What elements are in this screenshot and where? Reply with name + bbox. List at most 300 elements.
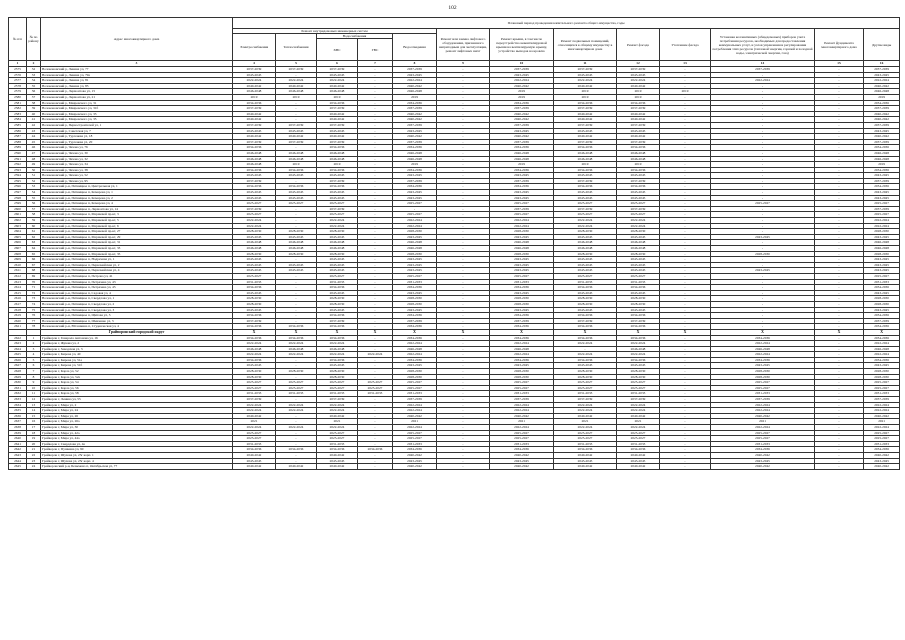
period-cell: 2040-2042 [233, 413, 276, 419]
row-number: 2642 [9, 447, 27, 453]
period-cell: 2046-2048 [617, 150, 660, 156]
period-cell: - [815, 352, 864, 358]
period-cell: - [660, 240, 711, 246]
period-cell: 2043-2045 [317, 363, 358, 369]
period-cell: - [358, 173, 393, 179]
period-cell: 2043-2045 [393, 128, 437, 134]
period-cell: - [815, 78, 864, 84]
period-cell: 2043-2045 [864, 268, 900, 274]
period-cell: 2043-2045 [233, 173, 276, 179]
period-cell: 2031-2033 [554, 441, 617, 447]
period-cell: - [358, 346, 393, 352]
period-cell: 2043-2045 [617, 190, 660, 196]
period-cell: 2025-2027 [233, 436, 276, 442]
period-cell: 2043-2045 [864, 173, 900, 179]
period-cell: 2025-2027 [617, 380, 660, 386]
header-district-no: № по району [27, 18, 41, 61]
period-cell: X [864, 329, 900, 335]
period-cell: - [660, 156, 711, 162]
row-number: 2600 [9, 206, 27, 212]
district-row-number: 53 [27, 184, 41, 190]
period-cell: 2040-2042 [393, 134, 437, 140]
period-cell: - [711, 190, 815, 196]
period-cell: - [358, 251, 393, 257]
period-cell: 2043-2045 [617, 195, 660, 201]
period-cell: 2034-2036 [490, 184, 554, 190]
period-cell: 2040-2042 [617, 83, 660, 89]
period-cell: - [437, 273, 490, 279]
period-cell: 2022-2024 [393, 408, 437, 414]
period-cell: - [660, 184, 711, 190]
period-cell: - [437, 419, 490, 425]
period-cell: 2019 [276, 94, 317, 100]
period-cell: - [358, 273, 393, 279]
period-cell: 2046-2048 [317, 89, 358, 95]
period-cell: 2021 [711, 419, 815, 425]
period-cell: 2022-2024 [358, 352, 393, 358]
period-cell: 2025-2027 [554, 380, 617, 386]
period-cell: 2028-2030 [317, 301, 358, 307]
period-cell: - [437, 357, 490, 363]
period-cell: 2019 [554, 89, 617, 95]
period-cell: 2037-2039 [317, 397, 358, 403]
period-cell: 2028-2030 [617, 301, 660, 307]
period-cell: 2037-2039 [617, 122, 660, 128]
period-cell: - [815, 313, 864, 319]
district-row-number: 61 [27, 229, 41, 235]
address-cell: Волоконовский р-н, Пятницкое п, Первомайская ул, 2 [41, 262, 233, 268]
period-cell: - [815, 430, 864, 436]
period-cell: 2043-2045 [233, 128, 276, 134]
period-cell: - [815, 178, 864, 184]
address-cell: Волоконовский р, Маяровского ул, 31б [41, 106, 233, 112]
row-number: 2590 [9, 150, 27, 156]
period-cell: - [815, 357, 864, 363]
row-number: 2604 [9, 229, 27, 235]
period-cell: 2043-2045 [554, 257, 617, 263]
period-cell: - [393, 206, 437, 212]
period-cell: - [815, 436, 864, 442]
period-cell: - [711, 72, 815, 78]
period-cell: - [358, 206, 393, 212]
district-row-number: 49 [27, 162, 41, 168]
address-cell: Волоконовский р-н, Пятницкое п, Маршевой пр-кт, 5 [41, 218, 233, 224]
period-cell: 2022-2024 [393, 223, 437, 229]
column-number: 14 [711, 61, 815, 67]
period-cell: 2043-2045 [276, 128, 317, 134]
period-cell: - [711, 324, 815, 330]
period-cell: 2043-2045 [864, 257, 900, 263]
district-row-number: 63 [27, 240, 41, 246]
row-number: 2625 [9, 352, 27, 358]
period-cell: - [815, 441, 864, 447]
period-cell: - [358, 167, 393, 173]
address-cell: Волоконовский р-н, Пятницкое п, Петрова ул, 41 [41, 273, 233, 279]
period-cell: - [660, 268, 711, 274]
period-cell: - [815, 397, 864, 403]
period-cell: 2028-2030 [490, 301, 554, 307]
row-number: 2644 [9, 458, 27, 464]
period-cell: - [711, 296, 815, 302]
period-cell: 2022-2024 [233, 408, 276, 414]
period-cell: - [358, 195, 393, 201]
period-cell: - [276, 106, 317, 112]
period-cell: 2034-2036 [393, 335, 437, 341]
period-cell: 2037-2039 [554, 106, 617, 112]
period-cell: 2034-2036 [358, 447, 393, 453]
period-cell: 2043-2045 [233, 72, 276, 78]
district-row-number: 77 [27, 318, 41, 324]
period-cell: - [711, 100, 815, 106]
period-cell: 2031-2033 [393, 391, 437, 397]
period-cell: 2031-2033 [617, 279, 660, 285]
district-row-number: 34 [27, 78, 41, 84]
period-cell: 2040-2042 [617, 134, 660, 140]
period-cell: - [660, 452, 711, 458]
period-cell: 2040-2042 [617, 464, 660, 470]
period-cell: 2043-2045 [554, 458, 617, 464]
district-name: Грайворонский городской округ [41, 329, 233, 335]
header-water-supply: Водоснабжения [317, 34, 393, 39]
period-cell: - [660, 313, 711, 319]
period-cell: 2028-2030 [233, 229, 276, 235]
period-cell: 2025-2027 [317, 212, 358, 218]
period-cell: 2043-2045 [490, 72, 554, 78]
period-cell: - [358, 313, 393, 319]
period-cell: 2022-2024 [711, 341, 815, 347]
period-cell: - [358, 106, 393, 112]
district-row-number: 74 [27, 301, 41, 307]
period-cell: - [358, 436, 393, 442]
period-cell: 2034-2036 [617, 145, 660, 151]
address-cell: Волоконовский р, Ленина ул, 81 [41, 78, 233, 84]
period-cell: 2021 [233, 419, 276, 425]
period-cell: X [276, 329, 317, 335]
period-cell: - [660, 111, 711, 117]
period-cell: 2028-2030 [393, 251, 437, 257]
period-cell: - [660, 436, 711, 442]
period-cell: 2034-2036 [554, 285, 617, 291]
period-cell: 2025-2027 [393, 380, 437, 386]
period-cell: 2022-2024 [317, 352, 358, 358]
period-cell: 2034-2036 [617, 184, 660, 190]
period-cell: - [437, 134, 490, 140]
table-row [9, 464, 900, 470]
period-cell: 2034-2036 [490, 285, 554, 291]
period-cell: 2019 [233, 94, 276, 100]
period-cell: 2046-2048 [617, 156, 660, 162]
period-cell: - [554, 346, 617, 352]
period-cell: 2043-2045 [393, 72, 437, 78]
row-number: 2632 [9, 391, 27, 397]
period-cell: 2031-2033 [393, 441, 437, 447]
period-cell: - [711, 156, 815, 162]
row-number: 2615 [9, 290, 27, 296]
period-cell: - [660, 369, 711, 375]
period-cell: 2028-2030 [490, 369, 554, 375]
period-cell: 2034-2036 [864, 145, 900, 151]
address-cell: Волоконовский р, Маяровского ул, 35 [41, 117, 233, 123]
row-number: 2586 [9, 128, 27, 134]
period-cell: - [437, 257, 490, 263]
period-cell: 2046-2048 [864, 240, 900, 246]
period-cell: 2037-2039 [393, 106, 437, 112]
district-row-number: 21 [27, 447, 41, 453]
period-cell: - [437, 162, 490, 168]
district-row-number: 62 [27, 234, 41, 240]
period-cell: - [815, 134, 864, 140]
period-cell: 2034-2036 [233, 447, 276, 453]
period-cell: 2043-2045 [617, 458, 660, 464]
period-cell: 2040-2042 [317, 452, 358, 458]
period-cell: 2037-2039 [233, 67, 276, 73]
district-row-number: 57 [27, 206, 41, 212]
address-cell: Грайворон г, Ленина ул, 55 [41, 397, 233, 403]
period-cell: 2022-2024 [393, 425, 437, 431]
period-cell: 2025-2027 [233, 273, 276, 279]
period-cell: - [358, 150, 393, 156]
period-cell: 2040-2042 [864, 134, 900, 140]
period-cell: 2037-2039 [617, 318, 660, 324]
period-cell: 2028-2030 [393, 301, 437, 307]
district-row-number: 68 [27, 268, 41, 274]
period-cell: - [437, 229, 490, 235]
period-cell: 2046-2048 [864, 346, 900, 352]
period-cell: 2021 [617, 419, 660, 425]
period-cell: - [815, 100, 864, 106]
address-cell: Грайворон г, Мира ул, 2 [41, 402, 233, 408]
period-cell: 2022-2024 [617, 223, 660, 229]
row-number: 2614 [9, 285, 27, 291]
header-planned-period: Плановый период проведения капитального ремонта общего имущества, годы [233, 18, 900, 29]
period-cell: - [660, 374, 711, 380]
period-cell: - [711, 128, 815, 134]
period-cell: 2037-2039 [617, 397, 660, 403]
period-cell: 2034-2036 [393, 357, 437, 363]
row-number: 2619 [9, 313, 27, 319]
period-cell: 2040-2042 [864, 464, 900, 470]
period-cell: 2031-2033 [617, 391, 660, 397]
period-cell: - [276, 357, 317, 363]
row-number: 2584 [9, 117, 27, 123]
address-cell: Грайворон г, Кирова ул, 51б [41, 363, 233, 369]
period-cell: 2022-2024 [393, 352, 437, 358]
period-cell: 2021 [864, 419, 900, 425]
period-cell: 2034-2036 [393, 313, 437, 319]
period-cell: 2022-2024 [490, 341, 554, 347]
period-cell: 2040-2042 [554, 111, 617, 117]
period-cell: 2040-2042 [554, 413, 617, 419]
period-cell: 2025-2027 [490, 430, 554, 436]
period-cell: - [660, 363, 711, 369]
period-cell: 2022-2024 [864, 78, 900, 84]
period-cell: - [358, 458, 393, 464]
district-row-number: 20 [27, 441, 41, 447]
period-cell: 2046-2048 [554, 246, 617, 252]
period-cell: 2025-2027 [276, 201, 317, 207]
period-cell: 2025-2027 [864, 430, 900, 436]
period-cell: 2037-2039 [864, 318, 900, 324]
row-number: 2631 [9, 385, 27, 391]
period-cell: - [815, 201, 864, 207]
period-cell: - [815, 363, 864, 369]
period-cell: 2046-2048 [490, 150, 554, 156]
period-cell: - [660, 234, 711, 240]
period-cell: - [276, 145, 317, 151]
period-cell: - [437, 436, 490, 442]
period-cell: - [437, 240, 490, 246]
period-cell: 2034-2036 [617, 100, 660, 106]
period-cell: 2043-2045 [276, 195, 317, 201]
period-cell: 2028-2030 [711, 374, 815, 380]
period-cell: - [711, 290, 815, 296]
period-cell: 2040-2042 [276, 83, 317, 89]
period-cell: - [660, 173, 711, 179]
row-number: 2606 [9, 240, 27, 246]
period-cell: - [815, 324, 864, 330]
period-cell: - [437, 184, 490, 190]
period-cell: 2022-2024 [490, 408, 554, 414]
period-cell: 2034-2036 [393, 447, 437, 453]
period-cell: - [660, 162, 711, 168]
period-cell: - [660, 352, 711, 358]
period-cell: 2031-2033 [490, 391, 554, 397]
address-cell: Грайворон г, Мира ул, 26 [41, 413, 233, 419]
district-row-number: 33 [27, 72, 41, 78]
period-cell: 2025-2027 [490, 273, 554, 279]
district-row-number: 69 [27, 273, 41, 279]
period-cell: - [815, 369, 864, 375]
period-cell: 2037-2039 [554, 67, 617, 73]
period-cell: 2034-2036 [554, 167, 617, 173]
district-row-number: 72 [27, 290, 41, 296]
period-cell: - [437, 374, 490, 380]
district-row-number: 64 [27, 246, 41, 252]
period-cell: 2028-2030 [233, 369, 276, 375]
period-cell: - [660, 447, 711, 453]
period-cell: - [660, 285, 711, 291]
column-number: 6 [317, 61, 358, 67]
period-cell: 2043-2045 [317, 72, 358, 78]
period-cell: - [358, 357, 393, 363]
period-cell: - [711, 178, 815, 184]
period-cell: 2022-2024 [317, 218, 358, 224]
period-cell: - [815, 447, 864, 453]
period-cell: 2037-2039 [490, 139, 554, 145]
period-cell: - [358, 67, 393, 73]
period-cell: 2028-2030 [554, 301, 617, 307]
period-cell: 2025-2027 [317, 436, 358, 442]
period-cell: 2043-2045 [490, 195, 554, 201]
period-cell: 2046-2048 [393, 89, 437, 95]
row-number: 2623 [9, 341, 27, 347]
period-cell: 2040-2042 [490, 134, 554, 140]
address-cell: Грайворон г, Заводская ул, 3 [41, 346, 233, 352]
period-cell: 2028-2030 [864, 369, 900, 375]
period-cell: - [660, 464, 711, 470]
period-cell: - [437, 363, 490, 369]
period-cell: - [660, 134, 711, 140]
period-cell: - [358, 223, 393, 229]
period-cell: - [276, 218, 317, 224]
period-cell: - [660, 229, 711, 235]
district-row-number: 9 [27, 380, 41, 386]
period-cell: 2043-2045 [393, 234, 437, 240]
period-cell: 2019 [393, 162, 437, 168]
period-cell: - [358, 397, 393, 403]
period-cell: - [711, 111, 815, 117]
page-number: 102 [448, 5, 457, 11]
period-cell: 2025-2027 [233, 380, 276, 386]
period-cell: 2019 [317, 162, 358, 168]
period-cell: - [815, 273, 864, 279]
period-cell: - [815, 94, 864, 100]
period-cell: 2043-2045 [393, 268, 437, 274]
period-cell: - [815, 139, 864, 145]
period-cell: 2025-2027 [358, 385, 393, 391]
district-row-number: 11 [27, 391, 41, 397]
district-row-number: 50 [27, 167, 41, 173]
district-row-number: 60 [27, 223, 41, 229]
period-cell: - [660, 262, 711, 268]
period-cell: 2028-2030 [554, 374, 617, 380]
period-cell: - [437, 167, 490, 173]
address-cell: Волоконовский р, Чехова ул, 34 [41, 162, 233, 168]
period-cell: - [711, 229, 815, 235]
district-row-number: 51 [27, 173, 41, 179]
period-cell: - [358, 307, 393, 313]
period-cell: - [358, 425, 393, 431]
row-number: 2594 [9, 173, 27, 179]
period-cell: - [358, 419, 393, 425]
period-cell: 2028-2030 [233, 301, 276, 307]
row-number: 2593 [9, 167, 27, 173]
period-cell: - [437, 150, 490, 156]
period-cell: 2025-2027 [554, 385, 617, 391]
address-cell: Волоконовский р-н, Юташкина п, Студенческая ул, 4 [41, 324, 233, 330]
period-cell: 2034-2036 [554, 357, 617, 363]
period-cell: 2040-2042 [864, 413, 900, 419]
period-cell: 2031-2033 [864, 391, 900, 397]
period-cell: 2019 [554, 94, 617, 100]
period-cell: 2040-2042 [317, 83, 358, 89]
period-cell: - [815, 150, 864, 156]
table-body [9, 67, 900, 470]
period-cell: 2043-2045 [554, 268, 617, 274]
period-cell: 2043-2045 [490, 257, 554, 263]
period-cell: 2025-2027 [233, 385, 276, 391]
period-cell: - [711, 273, 815, 279]
period-cell: - [815, 290, 864, 296]
period-cell: 2043-2045 [233, 307, 276, 313]
period-cell: 2043-2045 [864, 234, 900, 240]
address-cell: Грайворон г, Карла ул, 56 [41, 385, 233, 391]
period-cell: 2040-2042 [490, 117, 554, 123]
address-cell: Грайворон г, Мира ул, 26а [41, 419, 233, 425]
period-cell: 2034-2036 [317, 335, 358, 341]
address-cell: Волоконовский р-н, Пятницкое п, Маршевой пр-кт, 33 [41, 246, 233, 252]
period-cell: 2046-2048 [317, 240, 358, 246]
address-cell: Волоконовский р, Лермонтова ул, 15 [41, 89, 233, 95]
district-row-number: 3 [27, 346, 41, 352]
district-row-number: 56 [27, 201, 41, 207]
period-cell: - [711, 223, 815, 229]
period-cell: 2034-2036 [233, 184, 276, 190]
row-number: 2583 [9, 111, 27, 117]
period-cell: 2022-2024 [490, 425, 554, 431]
period-cell: - [358, 285, 393, 291]
period-cell: - [358, 341, 393, 347]
